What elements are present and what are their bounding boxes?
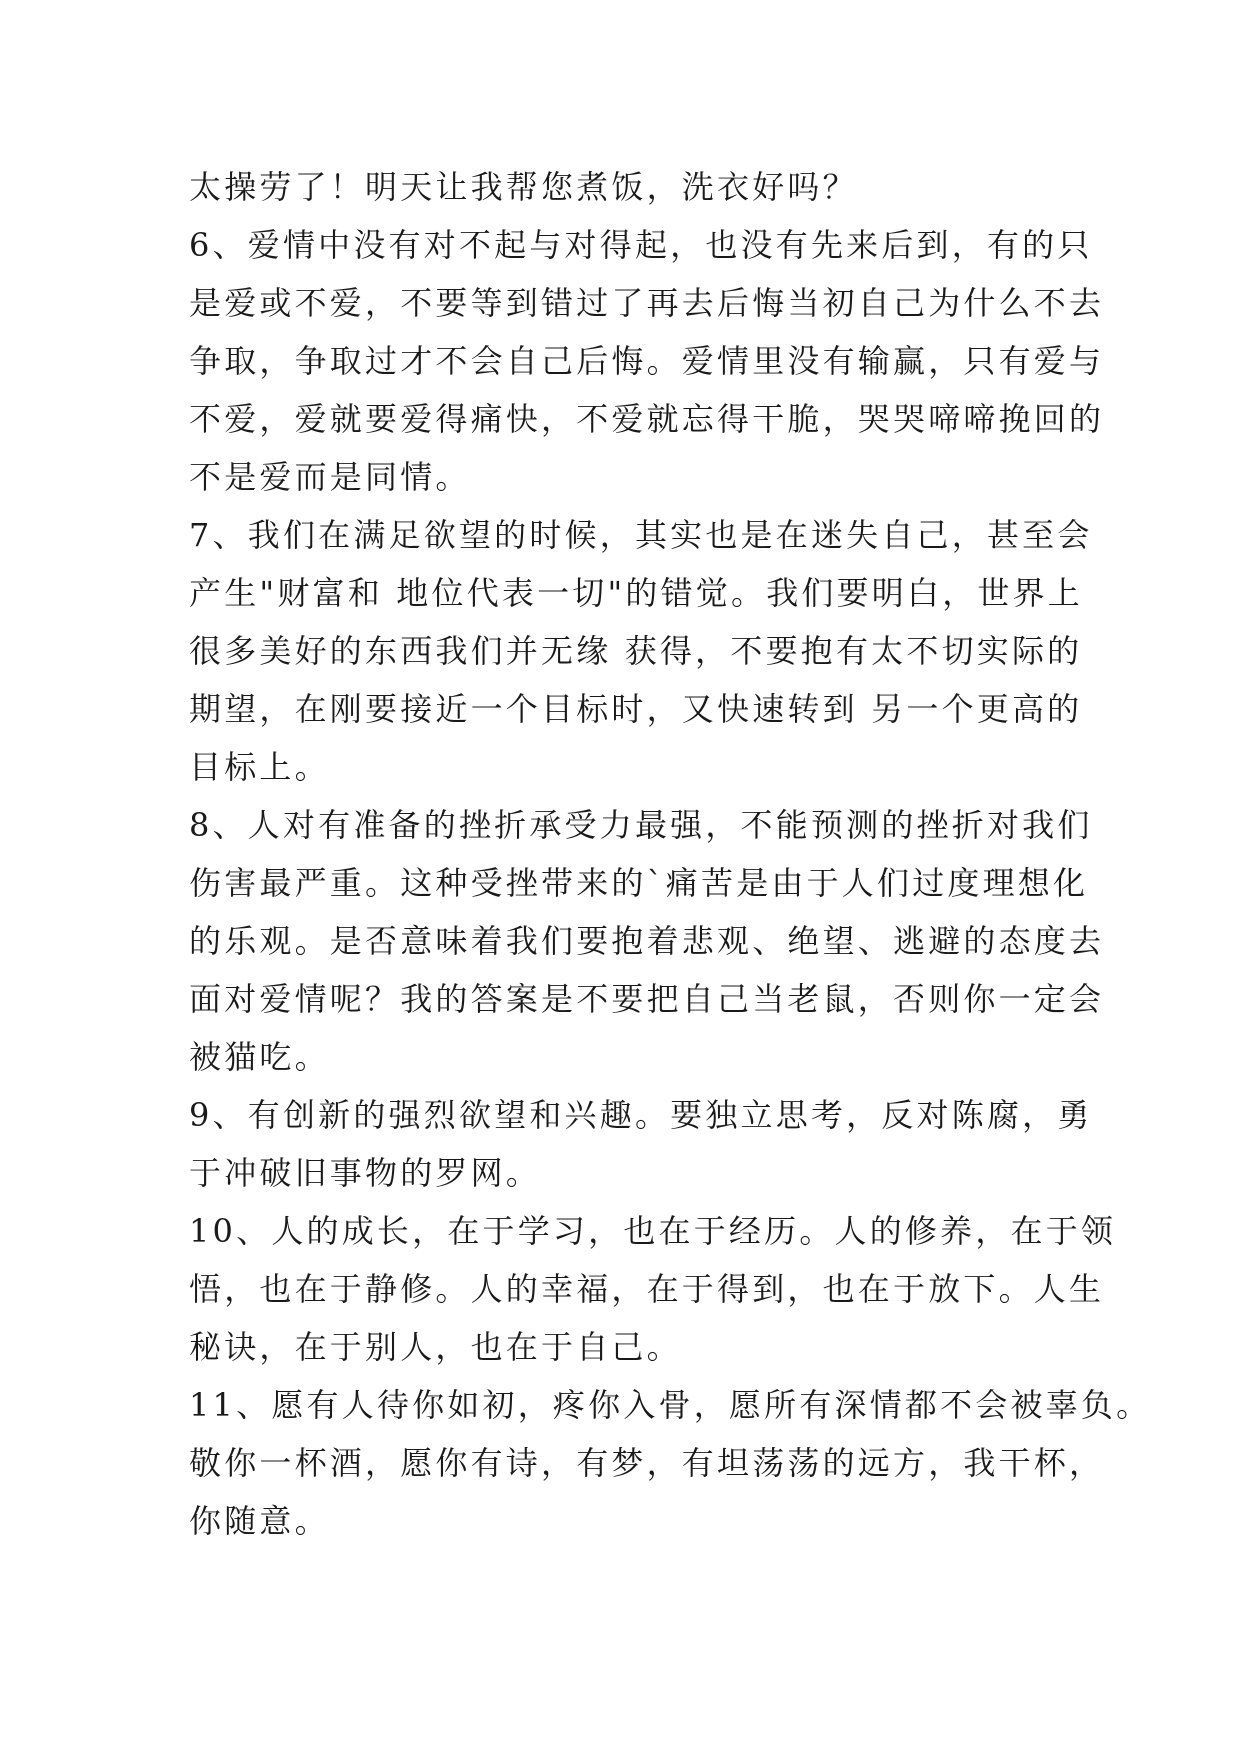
text-line: 秘诀，在于别人，也在于自己。	[189, 1328, 682, 1366]
text-line: 悟，也在于静修。人的幸福，在于得到，也在于放下。人生	[189, 1270, 1105, 1308]
body-text	[189, 158, 1152, 1550]
text-line: 8、人对有准备的挫折承受力最强，不能预测的挫折对我们	[189, 806, 1093, 844]
text-line: 产生"财富和 地位代表一切"的错觉。我们要明白，世界上	[189, 574, 1084, 612]
text-line: 的乐观。是否意味着我们要抱着悲观、绝望、逃避的态度去	[189, 922, 1105, 960]
text-line: 11、愿有人待你如初，疼你入骨，愿所有深情都不会被辜负。	[189, 1386, 1152, 1424]
text-line: 敬你一杯酒，愿你有诗，有梦，有坦荡荡的远方，我干杯，	[189, 1444, 1105, 1482]
text-line: 6、爱情中没有对不起与对得起，也没有先来后到，有的只	[189, 226, 1093, 264]
text-line: 不爱，爱就要爱得痛快，不爱就忘得干脆，哭哭啼啼挽回的	[189, 400, 1105, 438]
text-line: 于冲破旧事物的罗网。	[189, 1154, 542, 1192]
text-line: 伤害最严重。这种受挫带来的`痛苦是由于人们过度理想化	[189, 864, 1089, 902]
text-line: 7、我们在满足欲望的时候，其实也是在迷失自己，甚至会	[189, 516, 1093, 554]
text-line: 10、人的成长，在于学习，也在于经历。人的修养，在于领	[189, 1212, 1117, 1250]
text-line: 面对爱情呢？我的答案是不要把自己当老鼠，否则你一定会	[189, 980, 1105, 1018]
text-line: 9、有创新的强烈欲望和兴趣。要独立思考，反对陈腐，勇	[189, 1096, 1093, 1134]
text-line: 是爱或不爱，不要等到错过了再去后悔当初自己为什么不去	[189, 284, 1105, 322]
text-line: 被猫吃。	[189, 1038, 330, 1076]
text-line: 太操劳了！明天让我帮您煮饭，洗衣好吗？	[189, 168, 858, 206]
text-line: 期望，在刚要接近一个目标时，又快速转到 另一个更高的	[189, 690, 1083, 728]
text-line: 争取，争取过才不会自己后悔。爱情里没有输赢，只有爱与	[189, 342, 1105, 380]
text-line: 不是爱而是同情。	[189, 458, 471, 496]
text-line: 很多美好的东西我们并无缘 获得，不要抱有太不切实际的	[189, 632, 1083, 670]
text-line: 目标上。	[189, 748, 330, 786]
text-line: 你随意。	[189, 1502, 330, 1540]
